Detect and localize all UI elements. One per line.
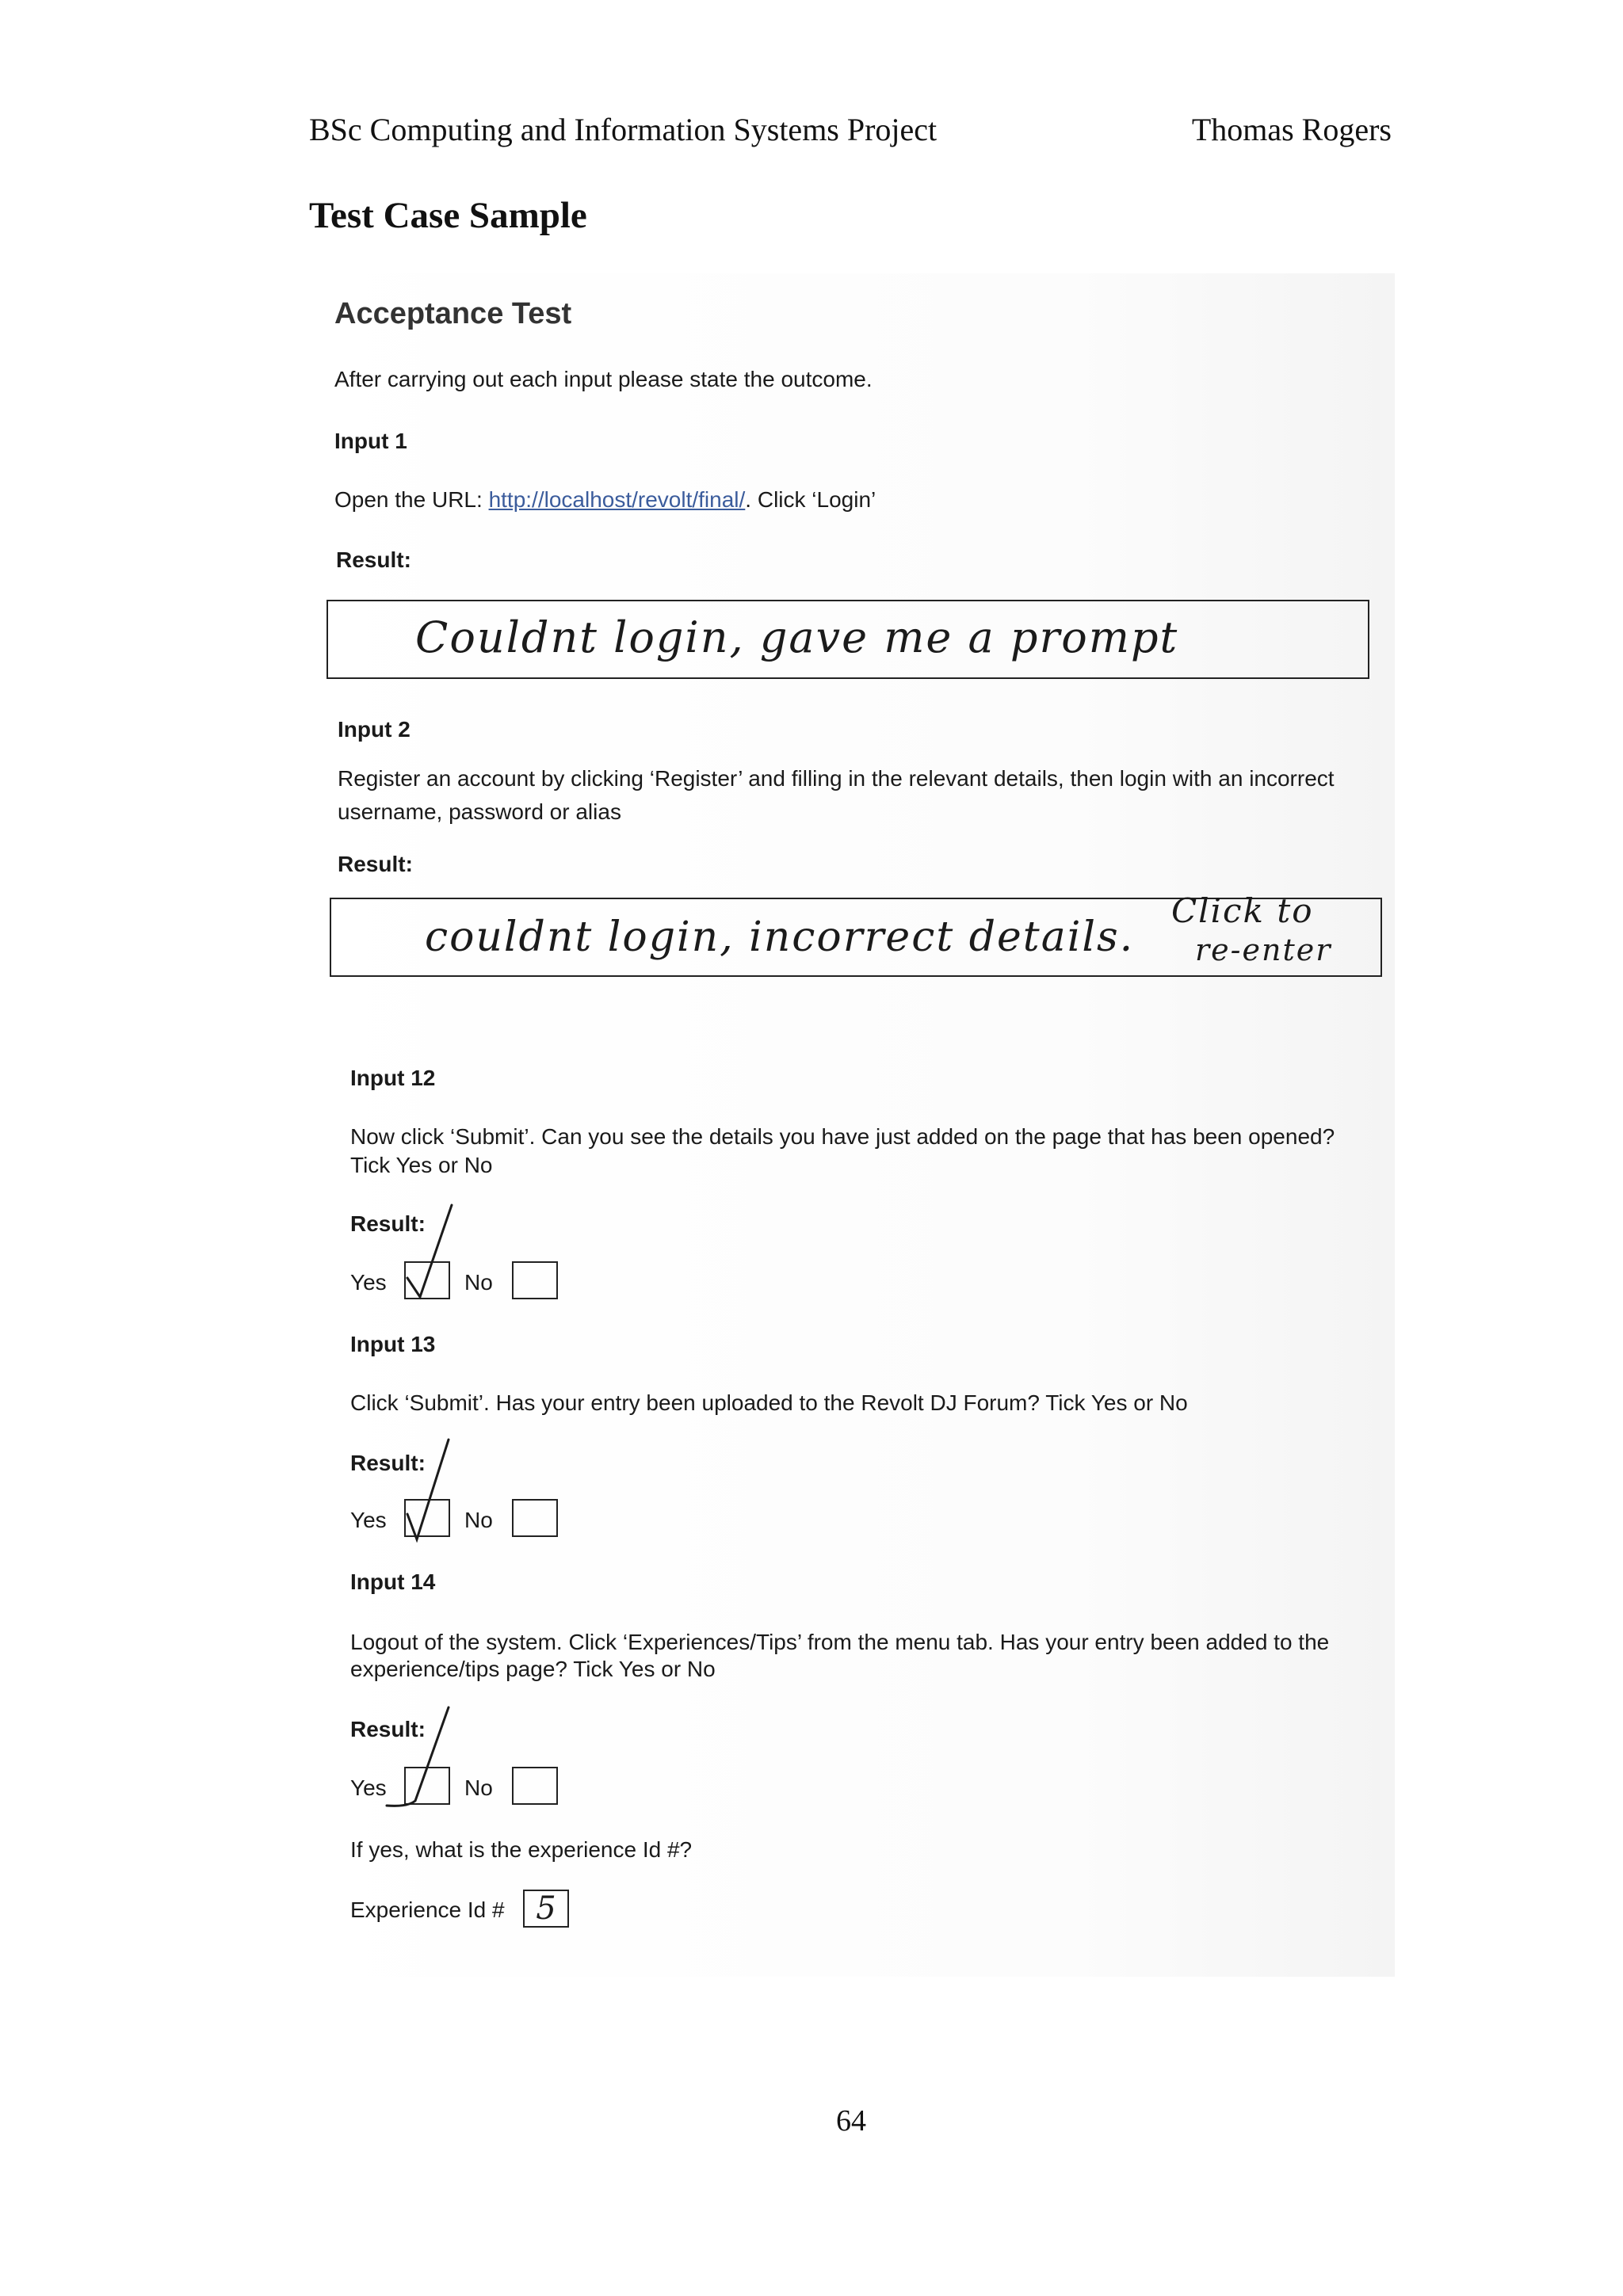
input-2-line-1: Register an account by clicking ‘Register’ and filling in the relevant details, then login with an incorrect xyxy=(338,766,1335,791)
experience-id-label: Experience Id # xyxy=(350,1897,505,1922)
input-1-result-label: Result: xyxy=(336,547,411,572)
input-14-no-label: No xyxy=(464,1775,493,1800)
input-12-label: Input 12 xyxy=(350,1066,436,1090)
experience-id-question: If yes, what is the experience Id #? xyxy=(350,1837,693,1862)
input-12-yes-label: Yes xyxy=(350,1270,387,1295)
input-1-instruction xyxy=(334,487,876,513)
input-13-line-1: Click ‘Submit’. Has your entry been uploaded to the Revolt DJ Forum? Tick Yes or No xyxy=(350,1390,1188,1415)
input-2-handwritten-note-1: Click to xyxy=(1171,891,1314,930)
localhost-url-link[interactable]: http://localhost/revolt/final/ xyxy=(488,487,746,512)
input-2-handwritten-result: couldnt login, incorrect details. xyxy=(425,913,1135,961)
input-2-handwritten-note-2: re-enter xyxy=(1195,933,1332,967)
input-1-handwritten-result: Couldnt login, gave me a prompt xyxy=(415,612,1179,662)
input-2-line-2: username, password or alias xyxy=(338,799,621,824)
input-13-tick-mark xyxy=(401,1432,456,1543)
input-14-tick-mark xyxy=(384,1699,463,1810)
input-13-yes-label: Yes xyxy=(350,1508,387,1532)
input-12-result-label: Result: xyxy=(350,1211,426,1236)
form-heading: Acceptance Test xyxy=(334,297,572,330)
input-13-label: Input 13 xyxy=(350,1332,436,1356)
input-14-label: Input 14 xyxy=(350,1569,436,1594)
input-14-line-2: experience/tips page? Tick Yes or No xyxy=(350,1657,716,1681)
header-project-title: BSc Computing and Information Systems Project xyxy=(309,112,938,147)
experience-id-field[interactable]: 5 xyxy=(523,1890,569,1928)
scanned-form xyxy=(301,273,1395,1977)
input-12-no-label: No xyxy=(464,1270,493,1295)
input-1-text-before: Open the URL: xyxy=(334,487,489,512)
input-1-result-box xyxy=(327,600,1369,679)
input-14-line-1: Logout of the system. Click ‘Experiences/Tips’ from the menu tab. Has your entry been added to the xyxy=(350,1630,1330,1654)
input-13-result-label: Result: xyxy=(350,1451,426,1475)
input-14-result-label: Result: xyxy=(350,1717,426,1741)
input-12-line-2: Tick Yes or No xyxy=(350,1153,493,1177)
input-14-no-checkbox[interactable] xyxy=(512,1767,558,1805)
page-number: 64 xyxy=(836,2104,866,2138)
input-12-no-checkbox[interactable] xyxy=(512,1261,558,1299)
form-instructions: After carrying out each input please state the outcome. xyxy=(334,367,873,391)
input-1-label: Input 1 xyxy=(334,429,407,453)
input-14-yes-label: Yes xyxy=(350,1775,387,1800)
input-2-label: Input 2 xyxy=(338,717,411,742)
input-2-result-label: Result: xyxy=(338,852,413,876)
input-1-text-after: . Click ‘Login’ xyxy=(745,487,876,512)
section-title: Test Case Sample xyxy=(309,195,587,236)
input-13-no-label: No xyxy=(464,1508,493,1532)
header-author: Thomas Rogers xyxy=(1191,112,1392,147)
input-12-tick-mark xyxy=(403,1199,458,1302)
input-13-no-checkbox[interactable] xyxy=(512,1499,558,1537)
input-2-result-box xyxy=(330,891,1382,977)
input-12-line-1: Now click ‘Submit’. Can you see the details you have just added on the page that has been opened? xyxy=(350,1124,1335,1149)
